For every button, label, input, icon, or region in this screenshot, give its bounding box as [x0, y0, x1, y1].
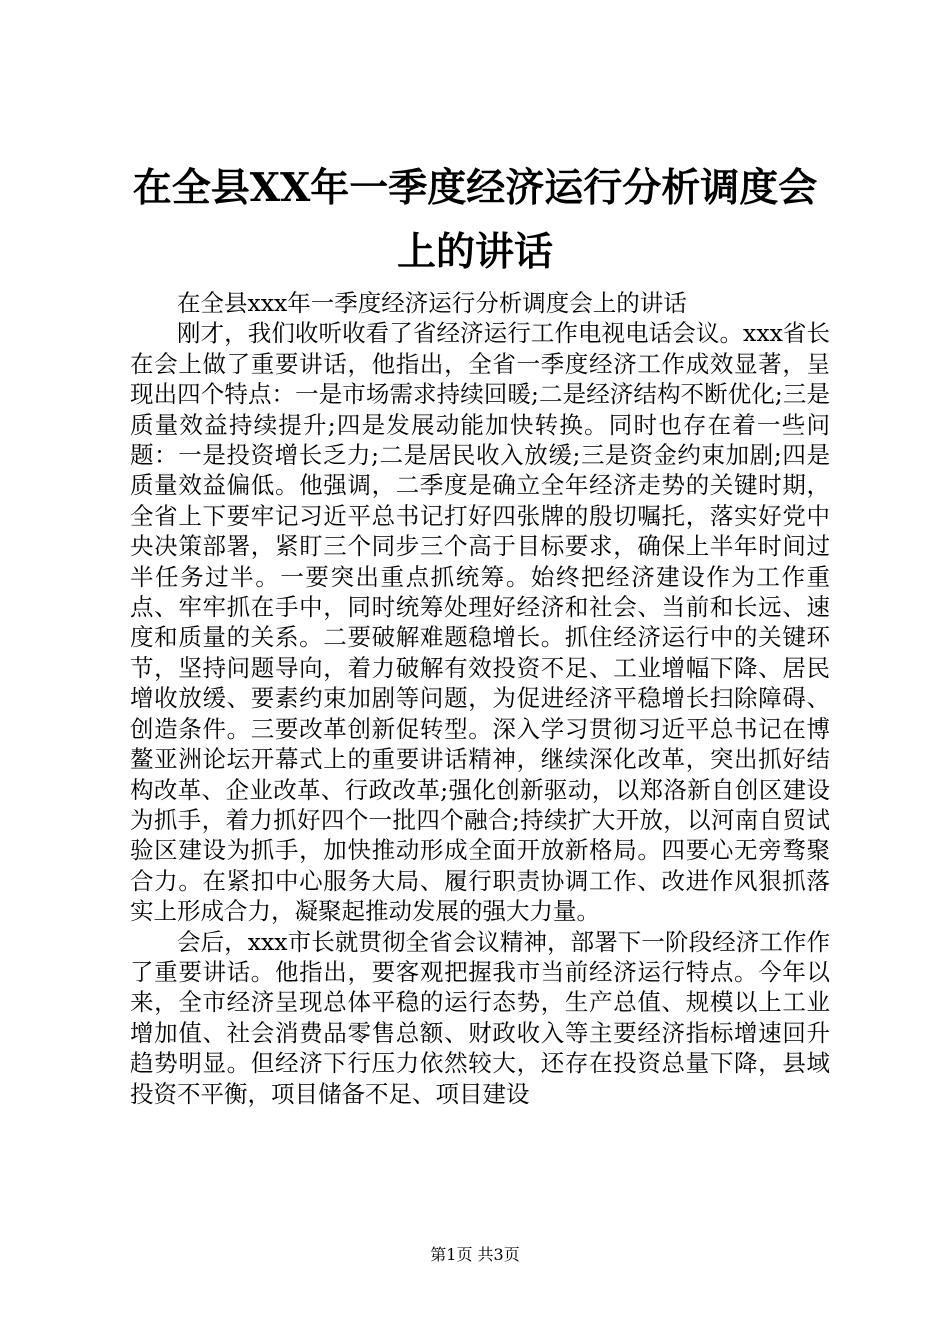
document-title: 在全县XX年一季度经济运行分析调度会上的讲话 — [132, 165, 818, 275]
document-body — [130, 288, 830, 1109]
paragraph: 刚才，我们收听收看了省经济运行工作电视电话会议。xxx省长在会上做了重要讲话，他指出，全省一季度经济工作成效显著，呈现出四个特点：一是市场需求持续回暖;二是经济结构不断优化;三是质量效益持续提升;四是发展动能加快转换。同时也存在着一些问题：一是投资增长乏力;二是居民收入放缓;三是资金约束加剧;四是质量效益偏低。他强调，二季度是确立全年经济走势的关键时期，全省上下要牢记习近平总书记打好四张牌的殷切嘱托，落实好党中央决策部署，紧盯三个同步三个高于目标要求，确保上半年时间过半任务过半。一要突出重点抓统筹。始终把经济建设作为工作重点、牢牢抓在手中，同时统筹处理好经济和社会、当前和长远、速度和质量的关系。二要破解难题稳增长。抓住经济运行中的关键环节，坚持问题导向，着力破解有效投资不足、工业增幅下降、居民增收放缓、要素约束加剧等问题，为促进经济平稳增长扫除障碍、创造条件。三要改革创新促转型。深入学习贯彻习近平总书记在博鳌亚洲论坛开幕式上的重要讲话精神，继续深化改革，突出抓好结构改革、企业改革、行政改革;强化创新驱动，以郑洛新自创区建设为抓手，着力抓好四个一批四个融合;持续扩大开放，以河南自贸试验区建设为抓手，加快推动形成全面开放新格局。四要心无旁骛聚合力。在紧扣中心服务大局、履行职责协调工作、改进作风狠抓落实上形成合力，凝聚起推动发展的强大力量。 — [130, 319, 830, 926]
paragraph: 会后，xxx市长就贯彻全省会议精神，部署下一阶段经济工作作了重要讲话。他指出，要客观把握我市当前经济运行特点。今年以来，全市经济呈现总体平稳的运行态势，生产总值、规模以上工业增加值、社会消费品零售总额、财政收入等主要经济指标增速回升趋势明显。但经济下行压力依然较大，还存在投资总量下降，县域投资不平衡，项目储备不足、项目建设 — [130, 927, 830, 1108]
page-footer — [0, 1244, 950, 1266]
page-indicator: 第1页 共3页 — [430, 1245, 520, 1264]
paragraph-subtitle: 在全县xxx年一季度经济运行分析调度会上的讲话 — [177, 289, 687, 317]
